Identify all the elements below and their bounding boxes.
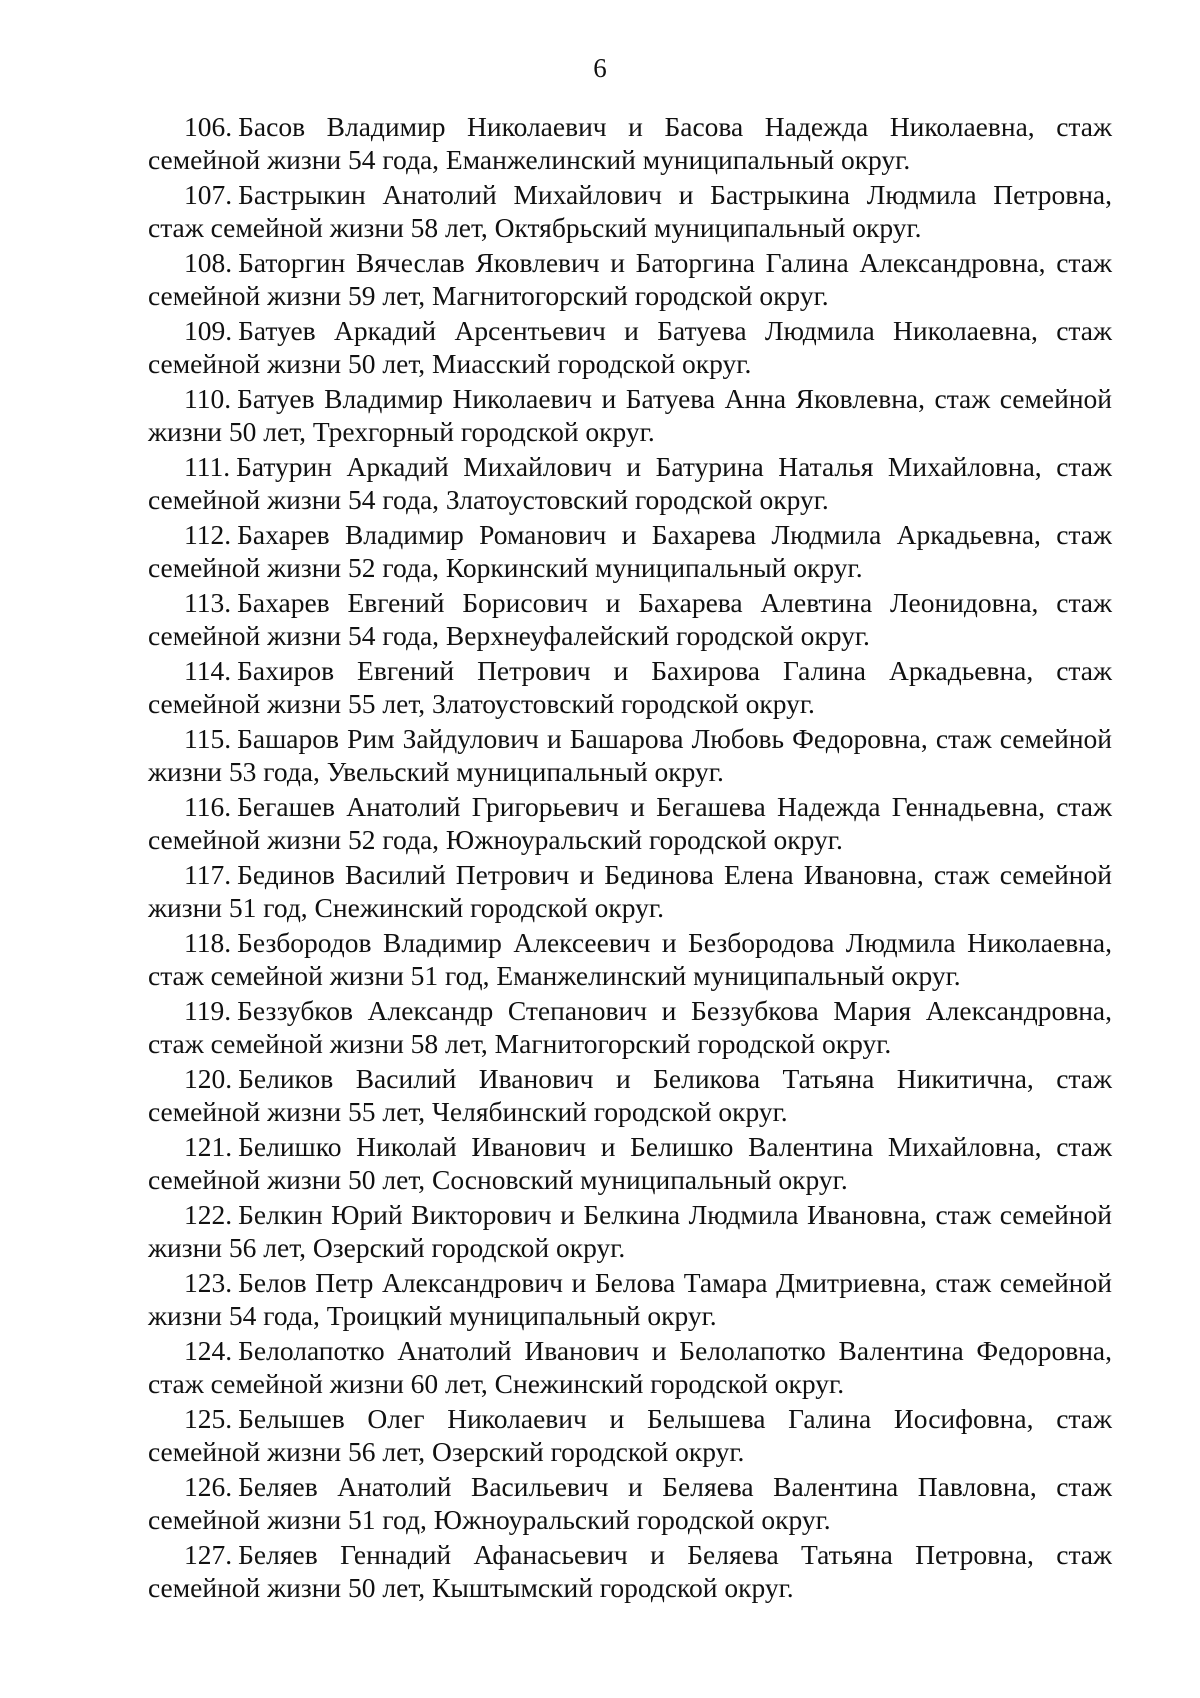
entry-number: 108. (184, 247, 233, 278)
entry-number: 110. (184, 383, 232, 414)
entry-number: 118. (184, 927, 232, 958)
entry-text: Белкин Юрий Викторович и Белкина Людмила Ивановна, стаж семейной жизни 56 лет, Озерский городской округ. (148, 1199, 1112, 1263)
list-item (148, 247, 1112, 312)
entry-text: Бединов Василий Петрович и Бединова Елена Ивановна, стаж семейной жизни 51 год, Снежинский городской округ. (148, 859, 1112, 923)
entry-number: 111. (184, 451, 231, 482)
entry-text: Белолапотко Анатолий Иванович и Белолапотко Валентина Федоровна, стаж семейной жизни 60 лет, Снежинский городской округ. (148, 1335, 1112, 1399)
entry-text: Батурин Аркадий Михайлович и Батурина Наталья Михайловна, стаж семейной жизни 54 года, Златоустовский городской округ. (148, 451, 1112, 515)
entry-number: 112. (184, 519, 232, 550)
list-item (148, 315, 1112, 380)
list-item (148, 995, 1112, 1060)
entry-number: 123. (184, 1267, 233, 1298)
list-item (148, 383, 1112, 448)
list-item (148, 519, 1112, 584)
list-item (148, 1335, 1112, 1400)
list-item (148, 1063, 1112, 1128)
list-item (148, 1199, 1112, 1264)
entry-number: 107. (184, 179, 233, 210)
entries-list (148, 111, 1112, 1607)
page-number: 6 (593, 53, 607, 83)
entry-text: Баторгин Вячеслав Яковлевич и Баторгина Галина Александровна, стаж семейной жизни 59 лет, Магнитогорский городской округ. (148, 247, 1112, 311)
list-item (148, 111, 1112, 176)
list-item (148, 723, 1112, 788)
entry-number: 120. (184, 1063, 233, 1094)
list-item (148, 859, 1112, 924)
list-item (148, 587, 1112, 652)
entry-number: 109. (184, 315, 233, 346)
entry-text: Белышев Олег Николаевич и Белышева Галина Иосифовна, стаж семейной жизни 56 лет, Озерский городской округ. (148, 1403, 1112, 1467)
entry-text: Беликов Василий Иванович и Беликова Татьяна Никитична, стаж семейной жизни 55 лет, Челябинский городской округ. (148, 1063, 1112, 1127)
entry-number: 126. (184, 1471, 233, 1502)
entry-text: Бахиров Евгений Петрович и Бахирова Галина Аркадьевна, стаж семейной жизни 55 лет, Златоустовский городской округ. (148, 655, 1112, 719)
entry-text: Бегашев Анатолий Григорьевич и Бегашева Надежда Геннадьевна, стаж семейной жизни 52 года, Южноуральский городской округ. (148, 791, 1112, 855)
entry-text: Бахарев Евгений Борисович и Бахарева Алевтина Леонидовна, стаж семейной жизни 54 года, Верхнеуфалейский городской округ. (148, 587, 1112, 651)
list-item (148, 179, 1112, 244)
list-item (148, 1131, 1112, 1196)
entry-text: Батуев Владимир Николаевич и Батуева Анна Яковлевна, стаж семейной жизни 50 лет, Трехгорный городской округ. (148, 383, 1112, 447)
entry-text: Бахарев Владимир Романович и Бахарева Людмила Аркадьевна, стаж семейной жизни 52 года, Коркинский муниципальный округ. (148, 519, 1112, 583)
entry-number: 127. (184, 1539, 233, 1570)
entry-text: Беззубков Александр Степанович и Беззубкова Мария Александровна, стаж семейной жизни 58 лет, Магнитогорский городской округ. (148, 995, 1112, 1059)
entry-number: 115. (184, 723, 232, 754)
entry-text: Беляев Анатолий Васильевич и Беляева Валентина Павловна, стаж семейной жизни 51 год, Южноуральский городской округ. (148, 1471, 1112, 1535)
entry-text: Басов Владимир Николаевич и Басова Надежда Николаевна, стаж семейной жизни 54 года, Еманжелинский муниципальный округ. (148, 111, 1112, 175)
entry-number: 121. (184, 1131, 233, 1162)
list-item (148, 1403, 1112, 1468)
entry-number: 124. (184, 1335, 233, 1366)
entry-text: Беляев Геннадий Афанасьевич и Беляева Татьяна Петровна, стаж семейной жизни 50 лет, Кыштымский городской округ. (148, 1539, 1112, 1603)
list-item (148, 791, 1112, 856)
entry-number: 116. (184, 791, 232, 822)
entry-number: 106. (184, 111, 233, 142)
entry-text: Башаров Рим Зайдулович и Башарова Любовь Федоровна, стаж семейной жизни 53 года, Увельский муниципальный округ. (148, 723, 1112, 787)
list-item (148, 1471, 1112, 1536)
entry-text: Батуев Аркадий Арсентьевич и Батуева Людмила Николаевна, стаж семейной жизни 50 лет, Миасский городской округ. (148, 315, 1112, 379)
entry-text: Безбородов Владимир Алексеевич и Безбородова Людмила Николаевна, стаж семейной жизни 51 год, Еманжелинский муниципальный округ. (148, 927, 1112, 991)
list-item (148, 451, 1112, 516)
list-item (148, 927, 1112, 992)
entry-number: 113. (184, 587, 232, 618)
entry-text: Белов Петр Александрович и Белова Тамара Дмитриевна, стаж семейной жизни 54 года, Троицкий муниципальный округ. (148, 1267, 1112, 1331)
entry-number: 119. (184, 995, 232, 1026)
list-item (148, 655, 1112, 720)
entry-text: Белишко Николай Иванович и Белишко Валентина Михайловна, стаж семейной жизни 50 лет, Сосновский муниципальный округ. (148, 1131, 1112, 1195)
list-item (148, 1539, 1112, 1604)
entry-number: 122. (184, 1199, 233, 1230)
list-item (148, 1267, 1112, 1332)
entry-number: 114. (184, 655, 232, 686)
entry-text: Бастрыкин Анатолий Михайлович и Бастрыкина Людмила Петровна, стаж семейной жизни 58 лет, Октябрьский муниципальный округ. (148, 179, 1112, 243)
entry-number: 125. (184, 1403, 233, 1434)
entry-number: 117. (184, 859, 232, 890)
